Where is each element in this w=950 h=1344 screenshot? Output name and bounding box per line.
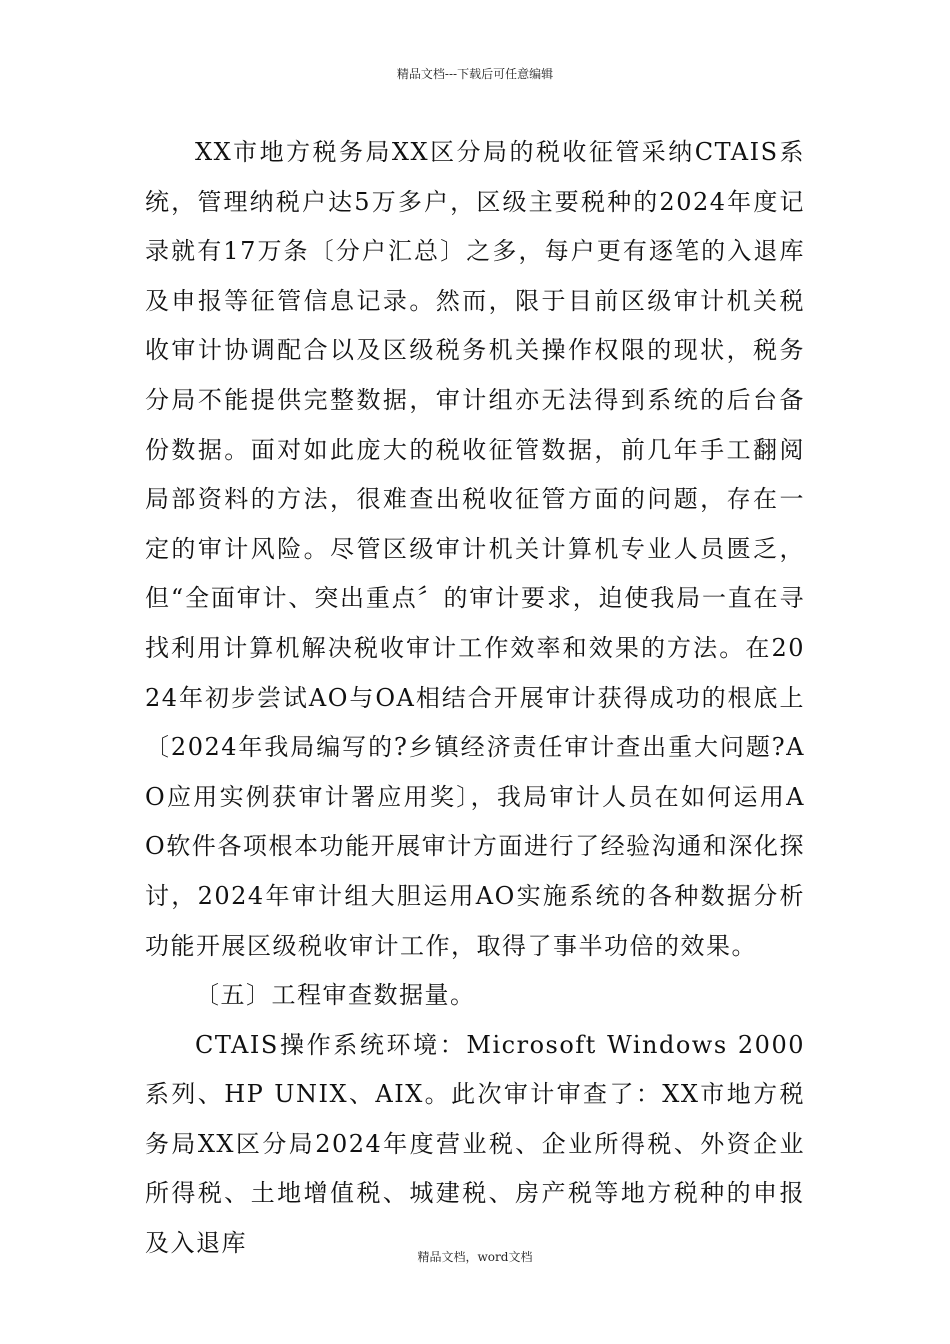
paragraph-environment: CTAIS操作系统环境：Microsoft Windows 2000系列、HP UNIX、AIX。此次审计审查了：XX市地方税务局XX区分局2024年度营业税、企业所得税、外资企业所得税、土地增值税、城建税、房产税等地方税种的申报及入退库 — [145, 1030, 805, 1258]
paragraph-intro: XX市地方税务局XX区分局的税收征管采纳CTAIS系统，管理纳税户达5万多户，区级主要税种的2024年度记录就有17万条〔分户汇总〕之多，每户更有逐笔的入退库及申报等征管信息记录。然而，限于目前区级审计机关税收审计协调配合以及区级税务机关操作权限的现状，税务分局不能提供完整数据，审计组亦无法得到系统的后台备份数据。面对如此庞大的税收征管数据，前几年手工翻阅局部资料的方法，很难查出税收征管方面的问题，存在一定的审计风险。尽管区级审计机关计算机专业人员匮乏，但“全面审计、突出重点〞的审计要求，迫使我局一直在寻找利用计算机解决税收审计工作效率和效果的方法。在2024年初步尝试AO与OA相结合开展审计获得成功的根底上〔2024年我局编写的?乡镇经济责任审计查出重大问题?AO应用实例获审计署应用奖〕，我局审计人员在如何运用AO软件各项根本功能开展审计方面进行了经验沟通和深化探讨，2024年审计组大胆运用AO实施系统的各种数据分析功能开展区级税收审计工作，取得了事半功倍的效果。 — [145, 138, 805, 960]
page-header: 精品文档---下载后可任意编辑 — [396, 67, 554, 81]
document-body — [145, 128, 805, 1269]
paragraph-section-heading: 〔五〕工程审查数据量。 — [195, 981, 476, 1010]
page-footer: 精品文档，word文档 — [417, 1250, 533, 1264]
